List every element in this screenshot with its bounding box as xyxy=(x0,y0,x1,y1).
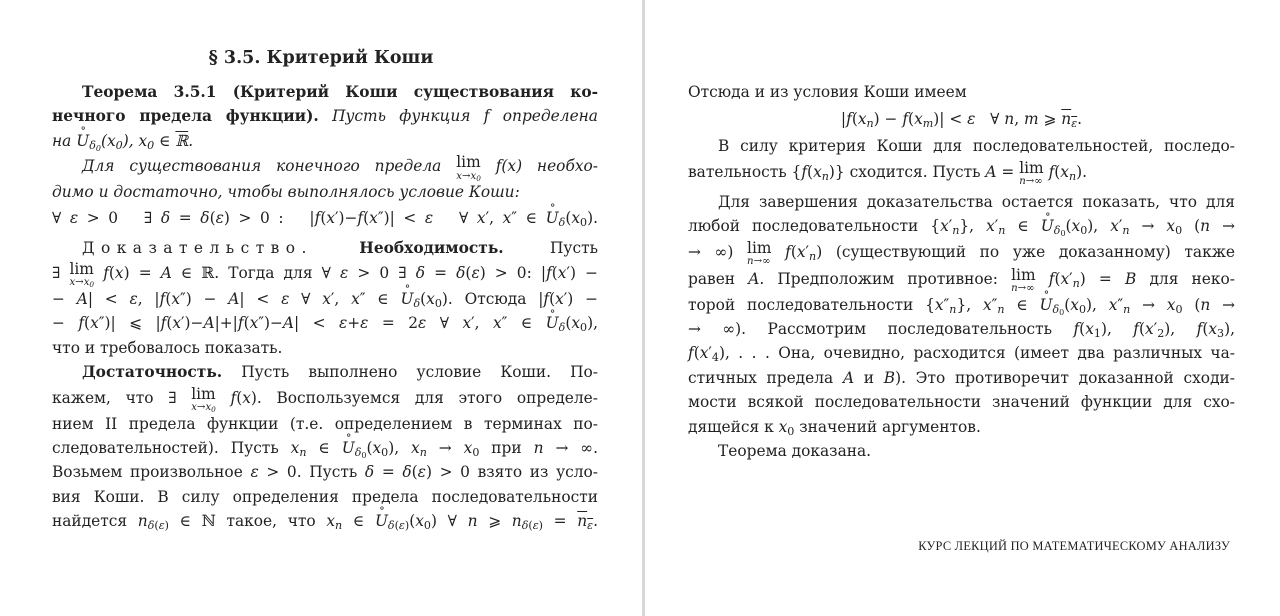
text-line: Отсюда и из условия Коши имеем xyxy=(688,83,967,101)
text-line: → ∞). Рассмотрим последовательность $f(x_1)$, $f(x'_2)$, $f(x_3)$, xyxy=(688,319,1235,341)
text-line: нием II предела функции (т.е. определением в терминах по- xyxy=(52,414,598,433)
right-page xyxy=(645,0,1280,616)
text-line: следовательностей). Пусть $x_n$ ∈ U $˚_{\delta_0}(x_0)$, $x_n \to x_0$ при n → ∞. xyxy=(52,436,598,460)
text-line: ∃ lim $x\to x_0$ f(x) = A ∈ ℝ. Тогда для ∀ ε > 0 ∃ δ = δ(ε) > 0: |f(x′) − xyxy=(52,259,598,290)
text-line: вательность $\{f(x_n)\}$ сходится. Пусть A = lim n→∞ $f(x_n)$. xyxy=(688,158,1088,188)
left-text-block xyxy=(52,80,598,533)
text-line: Доказательство. Необходимость. Пусть xyxy=(82,238,598,257)
section-title: § 3.5. Критерий Коши xyxy=(208,48,434,68)
text-line: мости всякой последовательности значений функции для схо- xyxy=(688,393,1235,412)
text-line: $f(x'_4)$, . . . Она, очевидно, расходится (имеет два различных ча- xyxy=(688,344,1235,365)
text-line: − A| < ε, |f(x″) − A| < ε ∀ x′, x″ ∈ U $˚_\delta(x_0)$. Отсюда |f(x′) − xyxy=(52,287,598,311)
text-line: В силу критерия Коши для последовательностей, последо- xyxy=(718,137,1235,156)
text-line: ∀ ε > 0 ∃ δ = δ(ε) > 0 : |f(x′)−f(x″)| < ε ∀ x′, x″ ∈ U $˚_\delta(x_0)$. xyxy=(52,205,598,232)
text-line: Теорема 3.5.1 (Критерий Коши существования ко- xyxy=(82,83,598,101)
text-line: димо и достаточно, чтобы выполнялось условие Коши: xyxy=(52,183,520,202)
text-line: на U $˚_{\delta_0}(x_0)$, $x_0$ ∈ ℝ. xyxy=(52,129,598,153)
text-line: стичных предела A и B). Это противоречит доказанной сходи- xyxy=(688,368,1235,387)
text-line: что и требовалось показать. xyxy=(52,338,283,357)
formula-line: $|f(x_n) - f(x_m)| < \varepsilon$ ∀ n, m ⩾ $n_\varepsilon$. xyxy=(840,110,1083,131)
text-line: вия Коши. В силу определения предела последовательности xyxy=(52,487,598,506)
text-line: Возьмем произвольное ε > 0. Пусть δ = δ(ε) > 0 взято из усло- xyxy=(52,463,598,482)
text-line: найдется $n_{\delta(\varepsilon)}$ ∈ ℕ такое, что $x_n$ ∈ U $˚_{\delta(\varepsilon)}(x_0)$ ∀ n ⩾ $n_{\delta(\varepsilon)} = n_\varepsilon$. xyxy=(52,509,598,533)
text-line: Достаточность. Пусть выполнено условие Коши. По- xyxy=(82,363,598,382)
text-line: Для завершения доказательства остается показать, что для xyxy=(718,192,1235,211)
text-line: нечного предела функции). Пусть функция f определена xyxy=(52,107,598,126)
text-line: дящейся к $x_0$ значений аргументов. xyxy=(688,417,981,438)
text-line: равен A. Предположим противное: lim n→∞ $f(x'_n) = B$ для неко- xyxy=(688,265,1236,294)
text-line: торой последовательности $\{x''_n\}$, $x''_n$ ∈ U $˚_{\delta_0}(x_0)$, $x''_n \to x_0$ (n → xyxy=(688,293,1235,317)
text-line: любой последовательности $\{x'_n\}$, $x'_n$ ∈ U $˚_{\delta_0}(x_0)$, $x'_n \to x_0$ (n → xyxy=(688,214,1235,238)
text-line: Теорема доказана. xyxy=(718,441,872,460)
text-line: − f(x″)| ⩽ |f(x′)−A|+|f(x″)−A| < ε+ε = 2ε ∀ x′, x″ ∈ U $˚_\delta(x_0)$, xyxy=(52,311,598,335)
text-line: → ∞) lim n→∞ $f(x'_n)$ (существующий по уже доказанному) также xyxy=(688,238,1235,267)
running-footer: КУРС ЛЕКЦИЙ ПО МАТЕМАТИЧЕСКОМУ АНАЛИЗУ xyxy=(918,539,1230,553)
right-text-block xyxy=(688,80,1235,463)
text-line: Для существования конечного предела lim $x\to x_0$ f(x) необхо- xyxy=(82,153,598,183)
text-line: кажем, что ∃ lim $x\to x_0$ f(x). Воспользуемся для этого определе- xyxy=(52,384,598,414)
